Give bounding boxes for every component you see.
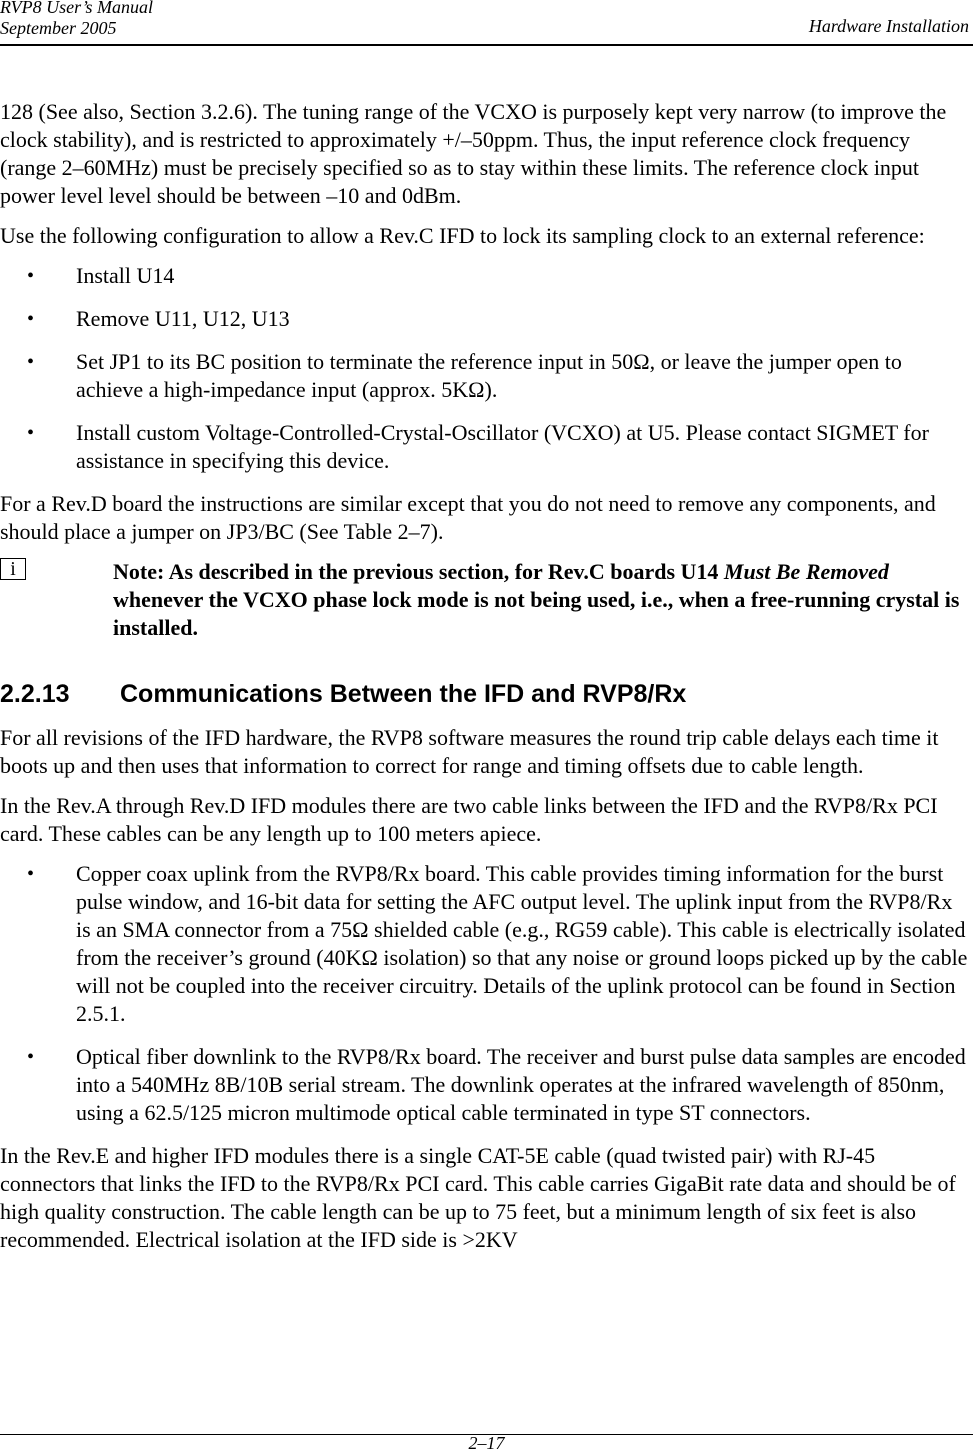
bullet-icon: • bbox=[27, 265, 35, 287]
manual-date: September 2005 bbox=[0, 18, 117, 38]
bullet-icon: • bbox=[27, 1046, 35, 1068]
section-heading bbox=[0, 678, 970, 710]
cable-list bbox=[0, 860, 970, 1127]
list-item-text: Install custom Voltage-Controlled-Crystal-Oscillator (VCXO) at U5. Please contact SIGMET for assistance in specifying this device. bbox=[76, 420, 929, 473]
list-item-text: Optical fiber downlink to the RVP8/Rx board. The receiver and burst pulse data samples are encoded into a 540MHz 8B/10B serial stream. The downlink operates at the infrared wavelength of 850nm, using a 62.5/125 micron multimode optical cable terminated in type ST connectors. bbox=[76, 1044, 966, 1125]
running-header-left bbox=[0, 0, 153, 39]
note-emphasis: Must Be Removed bbox=[723, 559, 889, 584]
note-text-end: whenever the VCXO phase lock mode is not being used, i.e., when a free-running crystal is installed. bbox=[113, 587, 960, 640]
manual-title: RVP8 User’s Manual bbox=[0, 0, 153, 17]
paragraph: For a Rev.D board the instructions are similar except that you do not need to remove any components, and should place a jumper on JP3/BC (See Table 2–7). bbox=[0, 491, 936, 544]
chapter-title: Hardware Installation bbox=[808, 16, 969, 36]
list-item-text: Install U14 bbox=[76, 263, 175, 288]
list-item bbox=[0, 348, 970, 404]
bullet-icon: • bbox=[27, 351, 35, 373]
section-number: 2.2.13 bbox=[0, 680, 70, 708]
header-rule bbox=[0, 44, 973, 46]
list-item bbox=[0, 1043, 970, 1127]
config-list bbox=[0, 262, 970, 475]
paragraph: In the Rev.E and higher IFD modules there is a single CAT-5E cable (quad twisted pair) with RJ-45 connectors that links the IFD to the RVP8/Rx PCI card. This cable carries GigaBit rate data and should be of high quality construction. The cable length can be up to 75 feet, but a minimum length of six feet is also recommended. Electrical isolation at the IFD side is >2KV bbox=[0, 1143, 956, 1252]
bullet-icon: • bbox=[27, 863, 35, 885]
note-box bbox=[0, 558, 970, 642]
list-item bbox=[0, 419, 970, 475]
page-body bbox=[0, 98, 970, 1266]
list-item-text: Copper coax uplink from the RVP8/Rx board. This cable provides timing information for the burst pulse window, and 16-bit data for setting the AFC output level. The uplink input from the RVP8/Rx is an SMA connector from a 75Ω shielded cable (e.g., RG59 cable). This cable is electrically isolated from the receiver’s ground (40KΩ isolation) so that any noise or ground loops picked up by the cable will not be coupled into the receiver circuitry. Details of the uplink protocol can be found in Section 2.5.1. bbox=[76, 861, 968, 1026]
list-item bbox=[0, 305, 970, 333]
page-number: 2–17 bbox=[468, 1433, 505, 1453]
info-icon: i bbox=[0, 558, 26, 580]
paragraph: 128 (See also, Section 3.2.6). The tuning range of the VCXO is purposely kept very narrow (to improve the clock stability), and is restricted to approximately +/–50ppm. Thus, the input reference clock frequency (range 2–60MHz) must be precisely specified so as to stay within these limits. The reference clock input power level level should be between –10 and 0dBm. bbox=[0, 99, 947, 208]
section-title: Communications Between the IFD and RVP8/Rx bbox=[120, 680, 687, 708]
bullet-icon: • bbox=[27, 422, 35, 444]
note-text bbox=[113, 558, 970, 642]
paragraph: For all revisions of the IFD hardware, the RVP8 software measures the round trip cable delays each time it boots up and then uses that information to correct for range and timing offsets due to cable length. bbox=[0, 725, 939, 778]
paragraph: In the Rev.A through Rev.D IFD modules there are two cable links between the IFD and the RVP8/Rx PCI card. These cables can be any length up to 100 meters apiece. bbox=[0, 793, 938, 846]
list-item-text: Set JP1 to its BC position to terminate the reference input in 50Ω, or leave the jumper open to achieve a high-impedance input (approx. 5KΩ). bbox=[76, 349, 902, 402]
note-text-start: Note: As described in the previous section, for Rev.C boards U14 bbox=[113, 559, 724, 584]
paragraph: Use the following configuration to allow a Rev.C IFD to lock its sampling clock to an external reference: bbox=[0, 223, 925, 248]
list-item bbox=[0, 262, 970, 290]
list-item-text: Remove U11, U12, U13 bbox=[76, 306, 290, 331]
list-item bbox=[0, 860, 970, 1028]
bullet-icon: • bbox=[27, 308, 35, 330]
